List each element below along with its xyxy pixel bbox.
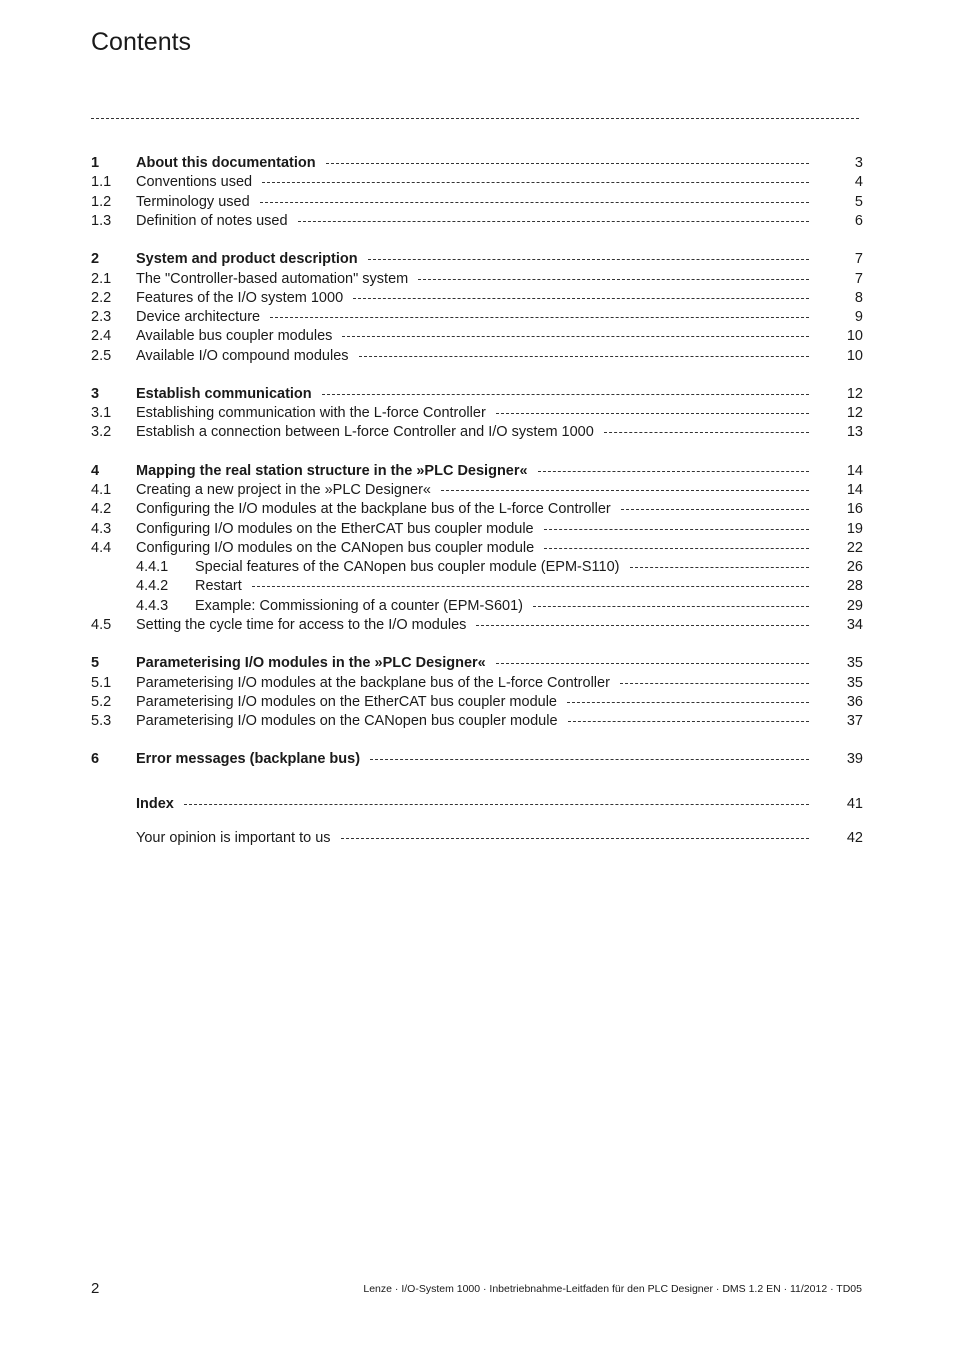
toc-entry-number: 4.4.1 — [136, 559, 169, 575]
toc-entry[interactable] — [91, 597, 863, 616]
toc-entry-number: 3.2 — [91, 424, 112, 440]
toc-dotted-leader — [418, 279, 809, 280]
toc-entry-page: 28 — [846, 578, 863, 594]
toc-entry-text-wrap — [195, 558, 809, 577]
toc-entry-number: 3.1 — [91, 405, 112, 421]
toc-entry-number: 4.4.3 — [136, 598, 169, 614]
toc-dotted-leader — [538, 471, 809, 472]
toc-dotted-leader — [496, 663, 809, 664]
toc-dotted-leader — [630, 567, 810, 568]
toc-dotted-leader — [270, 317, 809, 318]
toc-entry[interactable] — [91, 193, 863, 212]
toc-entry-title: Creating a new project in the »PLC Designer« — [136, 482, 431, 498]
toc-entry-title: Available I/O compound modules — [136, 348, 349, 364]
toc-entry[interactable] — [91, 462, 863, 481]
toc-entry-title: Establishing communication with the L-force Controller — [136, 405, 486, 421]
toc-entry-text-wrap — [136, 750, 809, 769]
toc-entry-text-wrap — [136, 423, 809, 442]
toc-entry-text-wrap — [136, 481, 809, 500]
toc-entry-page: 12 — [846, 405, 863, 421]
toc-entry-page: 16 — [846, 501, 863, 517]
toc-entry[interactable] — [91, 308, 863, 327]
toc-entry-number: 4.3 — [91, 521, 112, 537]
toc-entry-text-wrap — [136, 539, 809, 558]
toc-dotted-leader — [298, 221, 809, 222]
toc-entry-number: 6 — [91, 751, 100, 767]
toc-entry-page: 22 — [846, 540, 863, 556]
toc-entry-number: 4.4 — [91, 540, 112, 556]
toc-entry-number: 2.3 — [91, 309, 112, 325]
toc-entry-text-wrap — [195, 577, 809, 596]
toc-entry-text-wrap — [195, 597, 809, 616]
toc-entry[interactable] — [91, 423, 863, 442]
toc-entry-text-wrap — [136, 289, 809, 308]
toc-entry-page: 42 — [846, 830, 863, 846]
toc-entry-number: 5 — [91, 655, 100, 671]
toc-entry-number: 4.4.2 — [136, 578, 169, 594]
toc-entry-number: 1.2 — [91, 194, 112, 210]
toc-dotted-leader — [370, 759, 809, 760]
toc-dotted-leader — [544, 529, 809, 530]
toc-entry-title: The "Controller-based automation" system — [136, 271, 409, 287]
toc-entry-title: Terminology used — [136, 194, 250, 210]
toc-entry-title: Configuring I/O modules on the CANopen bus coupler module — [136, 540, 535, 556]
toc-entry-text-wrap — [136, 154, 809, 173]
toc-entry-number: 1 — [91, 155, 100, 171]
toc-dotted-leader — [184, 804, 809, 805]
toc-entry[interactable] — [91, 500, 863, 519]
toc-entry-text-wrap — [136, 385, 809, 404]
toc-entry-number: 3 — [91, 386, 100, 402]
toc-entry-text-wrap — [136, 404, 809, 423]
toc-entry-text-wrap — [136, 712, 809, 731]
toc-entry-title: Parameterising I/O modules at the backplane bus of the L-force Controller — [136, 675, 610, 691]
footer-document-info: Lenze · I/O-System 1000 · Inbetriebnahme-Leitfaden für den PLC Designer · DMS 1.2 EN · 11/2012 · TD05 — [363, 1283, 862, 1295]
toc-entry-page: 8 — [854, 290, 863, 306]
toc-dotted-leader — [441, 490, 809, 491]
toc-entry-text-wrap — [136, 270, 809, 289]
toc-dotted-leader — [604, 432, 809, 433]
toc-dotted-leader — [359, 356, 809, 357]
toc-entry-title: Error messages (backplane bus) — [136, 751, 361, 767]
toc-entry-title: Parameterising I/O modules on the CANopen bus coupler module — [136, 713, 558, 729]
toc-entry-title: Mapping the real station structure in the »PLC Designer« — [136, 463, 528, 479]
toc-dotted-leader — [568, 721, 809, 722]
toc-dotted-leader — [567, 702, 809, 703]
toc-entry-number: 5.2 — [91, 694, 112, 710]
toc-entry-text-wrap — [136, 173, 809, 192]
toc-entry-page: 3 — [854, 155, 863, 171]
toc-entry-title: Establish communication — [136, 386, 312, 402]
toc-dotted-leader — [342, 336, 809, 337]
toc-entry-title: Parameterising I/O modules on the EtherCAT bus coupler module — [136, 694, 557, 710]
toc-entry-page: 9 — [854, 309, 863, 325]
toc-entry[interactable] — [91, 829, 863, 848]
toc-dotted-leader — [262, 182, 809, 183]
toc-entry-title: Definition of notes used — [136, 213, 288, 229]
toc-entry[interactable] — [91, 750, 863, 769]
toc-entry[interactable] — [91, 539, 863, 558]
toc-entry-text-wrap — [136, 347, 809, 366]
toc-dotted-leader — [496, 413, 809, 414]
toc-entry-number: 2.2 — [91, 290, 112, 306]
toc-entry-number: 1.1 — [91, 174, 112, 190]
toc-dotted-leader — [341, 838, 809, 839]
toc-entry-number: 2.1 — [91, 271, 112, 287]
toc-entry-number: 4.1 — [91, 482, 112, 498]
toc-entry-number: 4 — [91, 463, 100, 479]
toc-entry-number: 2.5 — [91, 348, 112, 364]
toc-entry[interactable] — [91, 385, 863, 404]
toc-entry-text-wrap — [136, 520, 809, 539]
toc-entry-page: 14 — [846, 463, 863, 479]
toc-dotted-leader — [533, 606, 809, 607]
toc-entry-page: 29 — [846, 598, 863, 614]
toc-entry-page: 6 — [854, 213, 863, 229]
toc-entry[interactable] — [91, 577, 863, 596]
toc-entry-text-wrap — [136, 308, 809, 327]
toc-entry-page: 4 — [854, 174, 863, 190]
toc-entry-title: Features of the I/O system 1000 — [136, 290, 344, 306]
toc-dotted-leader — [326, 163, 809, 164]
toc-entry-page: 10 — [846, 348, 863, 364]
toc-entry-text-wrap — [136, 462, 809, 481]
toc-entry[interactable] — [91, 212, 863, 231]
toc-entry-text-wrap — [136, 250, 809, 269]
toc-dotted-leader — [476, 625, 809, 626]
toc-entry-page: 7 — [854, 251, 863, 267]
toc-entry-number: 1.3 — [91, 213, 112, 229]
toc-dotted-leader — [620, 683, 809, 684]
toc-entry-page: 12 — [846, 386, 863, 402]
toc-entry[interactable] — [91, 404, 863, 423]
toc-entry-number: 5.1 — [91, 675, 112, 691]
toc-entry-title: Configuring the I/O modules at the backplane bus of the L-force Controller — [136, 501, 611, 517]
toc-entry[interactable] — [91, 347, 863, 366]
toc-entry-page: 26 — [846, 559, 863, 575]
toc-dotted-leader — [544, 548, 809, 549]
toc-entry[interactable] — [91, 558, 863, 577]
page-title: Contents — [91, 28, 192, 56]
toc-entry-page: 5 — [854, 194, 863, 210]
toc-entry-title: Device architecture — [136, 309, 261, 325]
toc-dotted-leader — [353, 298, 809, 299]
toc-entry-title: Configuring I/O modules on the EtherCAT bus coupler module — [136, 521, 534, 537]
toc-entry[interactable] — [91, 693, 863, 712]
toc-entry[interactable] — [91, 481, 863, 500]
toc-entry-title: Index — [136, 796, 174, 812]
toc-entry-number: 4.2 — [91, 501, 112, 517]
toc-entry-title: Restart — [195, 578, 242, 594]
toc-entry-text-wrap — [136, 795, 809, 814]
toc-entry-title: Setting the cycle time for access to the I/O modules — [136, 617, 467, 633]
toc-entry-page: 37 — [846, 713, 863, 729]
toc-entry[interactable] — [91, 674, 863, 693]
toc-entry-text-wrap — [136, 193, 809, 212]
toc-entry-number: 4.5 — [91, 617, 112, 633]
toc-entry[interactable] — [91, 154, 863, 173]
toc-entry-title: Example: Commissioning of a counter (EPM-S601) — [195, 598, 523, 614]
top-dashed-rule — [91, 118, 859, 119]
toc-entry-page: 36 — [846, 694, 863, 710]
toc-entry[interactable] — [91, 289, 863, 308]
toc-entry-text-wrap — [136, 693, 809, 712]
toc-entry-number: 2.4 — [91, 328, 112, 344]
toc-entry[interactable] — [91, 616, 863, 635]
toc-dotted-leader — [260, 202, 809, 203]
toc-entry-title: Parameterising I/O modules in the »PLC Designer« — [136, 655, 486, 671]
toc-entry-title: Available bus coupler modules — [136, 328, 333, 344]
toc-entry[interactable] — [91, 250, 863, 269]
toc-entry-page: 34 — [846, 617, 863, 633]
toc-dotted-leader — [621, 509, 809, 510]
toc-entry[interactable] — [91, 654, 863, 673]
toc-entry-number: 5.3 — [91, 713, 112, 729]
toc-entry-page: 13 — [846, 424, 863, 440]
toc-entry-text-wrap — [136, 674, 809, 693]
toc-entry-page: 39 — [846, 751, 863, 767]
toc-entry-title: Conventions used — [136, 174, 253, 190]
toc-entry-title: About this documentation — [136, 155, 316, 171]
toc-entry[interactable] — [91, 520, 863, 539]
toc-entry-title: Your opinion is important to us — [136, 830, 331, 846]
toc-entry-text-wrap — [136, 212, 809, 231]
toc-entry-text-wrap — [136, 500, 809, 519]
toc-entry[interactable] — [91, 327, 863, 346]
toc-entry-text-wrap — [136, 327, 809, 346]
toc-entry-page: 14 — [846, 482, 863, 498]
toc-entry-number: 2 — [91, 251, 100, 267]
toc-entry-page: 19 — [846, 521, 863, 537]
toc-entry-text-wrap — [136, 616, 809, 635]
toc-entry-page: 35 — [846, 655, 863, 671]
toc-entry-text-wrap — [136, 654, 809, 673]
toc-entry-title: Establish a connection between L-force Controller and I/O system 1000 — [136, 424, 594, 440]
toc-entry-title: Special features of the CANopen bus coupler module (EPM-S110) — [195, 559, 620, 575]
footer-page-number: 2 — [91, 1280, 100, 1297]
toc-entry-page: 10 — [846, 328, 863, 344]
toc-entry[interactable] — [91, 173, 863, 192]
toc-dotted-leader — [322, 394, 809, 395]
toc-entry-page: 41 — [846, 796, 863, 812]
toc-entry-title: System and product description — [136, 251, 358, 267]
toc-entry-page: 35 — [846, 675, 863, 691]
toc-entry[interactable] — [91, 712, 863, 731]
toc-entry-page: 7 — [854, 271, 863, 287]
toc-entry[interactable] — [91, 795, 863, 814]
toc-dotted-leader — [368, 259, 809, 260]
toc-entry[interactable] — [91, 270, 863, 289]
toc-dotted-leader — [252, 586, 809, 587]
toc-entry-text-wrap — [136, 829, 809, 848]
